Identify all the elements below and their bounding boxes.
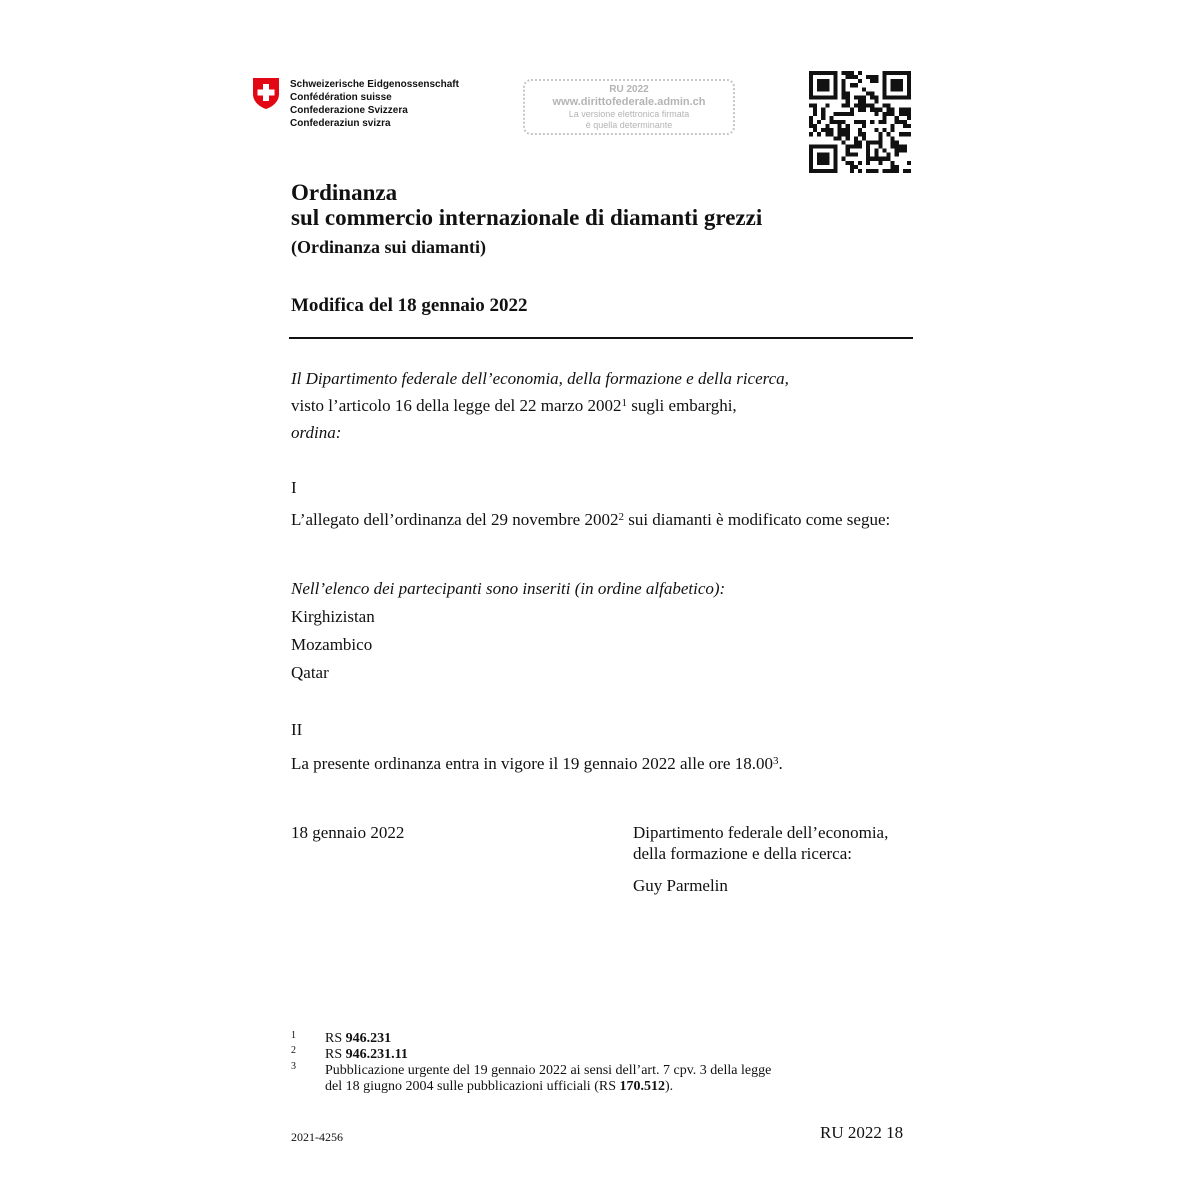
footnote-3-line2	[325, 1080, 673, 1094]
section-i-text	[291, 509, 909, 531]
footnote-ref-1[interactable]: 1	[621, 397, 627, 409]
stamp-collection: RU 2022	[609, 84, 649, 95]
legal-basis-text: visto l’articolo 16 della legge del 22 marzo 2002	[291, 396, 622, 415]
signature-date: 18 gennaio 2022	[291, 823, 405, 842]
footnote-2-rs-link[interactable]: 946.231.11	[345, 1047, 408, 1062]
list-item: Mozambico	[291, 635, 373, 654]
footnote-ref-2[interactable]: 2	[618, 511, 624, 523]
section-i-text-start: L’allegato dell’ordinanza del 29 novembre 2002	[291, 510, 619, 529]
footnote-ref-3[interactable]: 3	[772, 755, 779, 767]
confederation-name-de: Schweizerische Eidgenossenschaft	[290, 79, 459, 90]
footnote-3-text: del 18 giugno 2004 sulle pubblicazioni ufficiali (RS	[325, 1079, 620, 1094]
entry-into-force-text: La presente ordinanza entra in vigore il 19 gennaio 2022 alle ore 18.00	[291, 754, 773, 773]
section-ii-text	[291, 753, 783, 775]
footnote-1-rs-link[interactable]: 946.231	[345, 1031, 392, 1046]
list-item: Qatar	[291, 663, 329, 682]
footnote-2-prefix: RS	[325, 1047, 346, 1062]
signing-department-line2: della formazione e della ricerca:	[633, 844, 852, 863]
footnote-3-text-end: ).	[664, 1079, 674, 1094]
stamp-note-line1: La versione elettronica firmata	[568, 109, 690, 119]
section-i-numeral: I	[291, 478, 297, 497]
footnote-number: 2	[291, 1045, 296, 1056]
swiss-cross-shield-icon	[252, 77, 280, 110]
participants-list-intro: Nell’elenco dei partecipanti sono inseriti (in ordine alfabetico):	[291, 579, 726, 598]
document-number: 2021-4256	[291, 1130, 343, 1144]
footnote-3-rs-link[interactable]: 170.512	[619, 1079, 665, 1094]
document-subtitle: sul commercio internazionale di diamanti grezzi	[291, 205, 763, 230]
official-collection-reference: RU 2022 18	[820, 1123, 904, 1142]
confederation-name-fr: Confédération suisse	[290, 92, 392, 103]
footnote-number: 1	[291, 1030, 296, 1041]
confederation-names	[290, 78, 459, 130]
confederation-name-it: Confederazione Svizzera	[290, 105, 408, 116]
section-i-text-end: sui diamanti è modificato come segue:	[623, 510, 891, 529]
footnote-2	[325, 1048, 408, 1062]
stamp-website-link[interactable]: www.dirittofederale.admin.ch	[552, 96, 706, 108]
list-item: Kirghizistan	[291, 607, 375, 626]
footnote-number: 3	[291, 1061, 296, 1072]
issuing-authority: Il Dipartimento federale dell’economia, della formazione e della ricerca,	[291, 369, 789, 388]
legal-basis-text-end: sugli embarghi,	[626, 396, 737, 415]
document-short-title: (Ordinanza sui diamanti)	[291, 237, 487, 257]
title-divider	[289, 337, 913, 339]
signing-department-line1: Dipartimento federale dell’economia,	[633, 823, 889, 842]
stamp-note-line2: è quella determinante	[585, 120, 673, 130]
qr-code-icon	[809, 71, 911, 173]
orders-clause: ordina:	[291, 423, 342, 442]
amendment-date: Modifica del 18 gennaio 2022	[291, 295, 528, 316]
footnote-3-line1: Pubblicazione urgente del 19 gennaio 2022 ai sensi dell’art. 7 cpv. 3 della legge	[325, 1063, 772, 1078]
publication-stamp	[523, 79, 735, 135]
signatory-name: Guy Parmelin	[633, 876, 728, 895]
section-ii-numeral: II	[291, 720, 303, 739]
document-title: Ordinanza	[291, 180, 398, 205]
confederation-name-rm: Confederaziun svizra	[290, 118, 391, 129]
entry-into-force-end: .	[778, 754, 783, 773]
footnote-1	[325, 1032, 391, 1046]
legal-basis	[291, 395, 737, 417]
footnote-1-prefix: RS	[325, 1031, 346, 1046]
